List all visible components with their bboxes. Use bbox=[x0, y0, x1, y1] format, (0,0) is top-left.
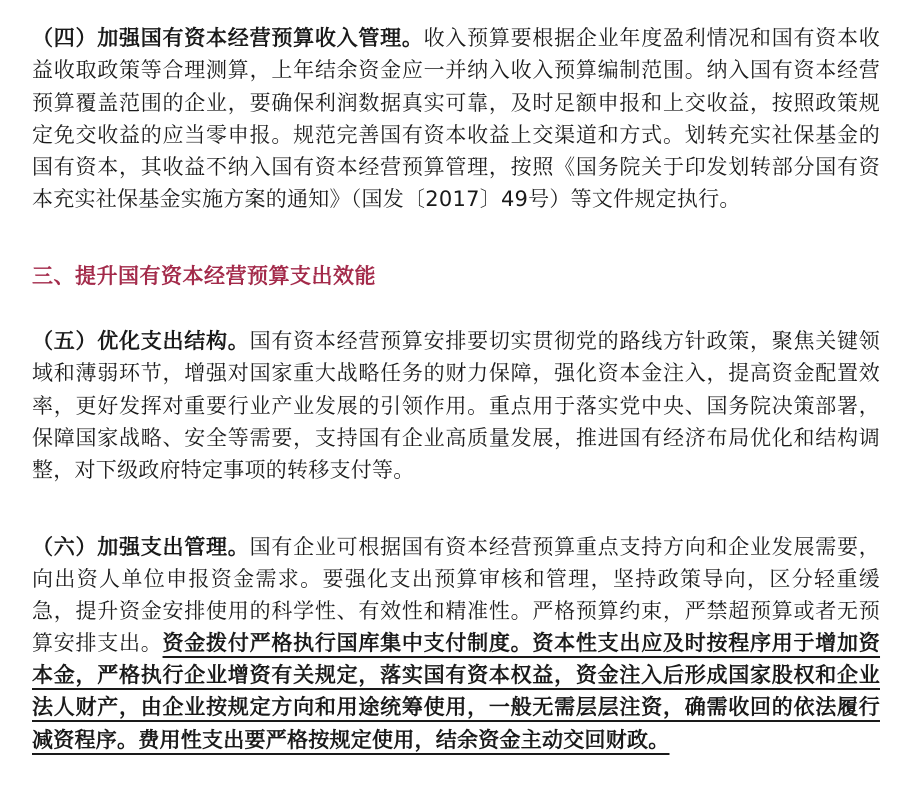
section-6-body: 国有企业可根据国有资本经营预算重点支持方向和企业发展需要，向出资人单位申报资金需求。要强化支出预算审核和管理，坚持政策导向，区分轻重缓急，提升资金安排使用的科学性、有效性和精准性。严格预算约束，严禁超预算或者无预算安排支出。 bbox=[32, 535, 881, 656]
section-6-emphasis-underlined: 资金拨付严格执行国库集中支付制度。资本性支出应及时按程序用于增加资本金，严格执行企业增资有关规定，落实国有资本权益，资金注入后形成国家股权和企业法人财产，由企业按规定方向和用途统筹使用，一般无需层层注资，确需收回的依法履行减资程序。费用性支出要严格按规定使用，结余资金主动交回财政。 bbox=[32, 631, 881, 752]
section-4-body: 收入预算要根据企业年度盈利情况和国有资本收益收取政策等合理测算，上年结余资金应一并纳入收入预算编制范围。纳入国有资本经营预算覆盖范围的企业，要确保利润数据真实可靠，及时足额申报和上交收益，按照政策规定免交收益的应当零申报。规范完善国有资本收益上交渠道和方式。划转充实社保基金的国有资本，其收益不纳入国有资本经营预算管理，按照《国务院关于印发划转部分国有资本充实社保基金实施方案的通知》（国发〔2017〕49号）等文件规定执行。 bbox=[32, 26, 881, 212]
section-5-lead: （五）优化支出结构。 bbox=[32, 329, 250, 353]
section-6-lead: （六）加强支出管理。 bbox=[32, 535, 250, 559]
section-4-paragraph bbox=[32, 22, 880, 216]
section-3-heading: 三、提升国有资本经营预算支出效能 bbox=[32, 264, 376, 288]
section-6-paragraph bbox=[32, 531, 880, 756]
section-5-body: 国有资本经营预算安排要切实贯彻党的路线方针政策，聚焦关键领域和薄弱环节，增强对国家重大战略任务的财力保障，强化资本金注入，提高资金配置效率，更好发挥对重要行业产业发展的引领作用。重点用于落实党中央、国务院决策部署，保障国家战略、安全等需要，支持国有企业高质量发展，推进国有经济布局优化和结构调整，对下级政府特定事项的转移支付等。 bbox=[32, 329, 881, 483]
section-5-paragraph bbox=[32, 325, 880, 486]
section-4-lead: （四）加强国有资本经营预算收入管理。 bbox=[32, 26, 424, 50]
